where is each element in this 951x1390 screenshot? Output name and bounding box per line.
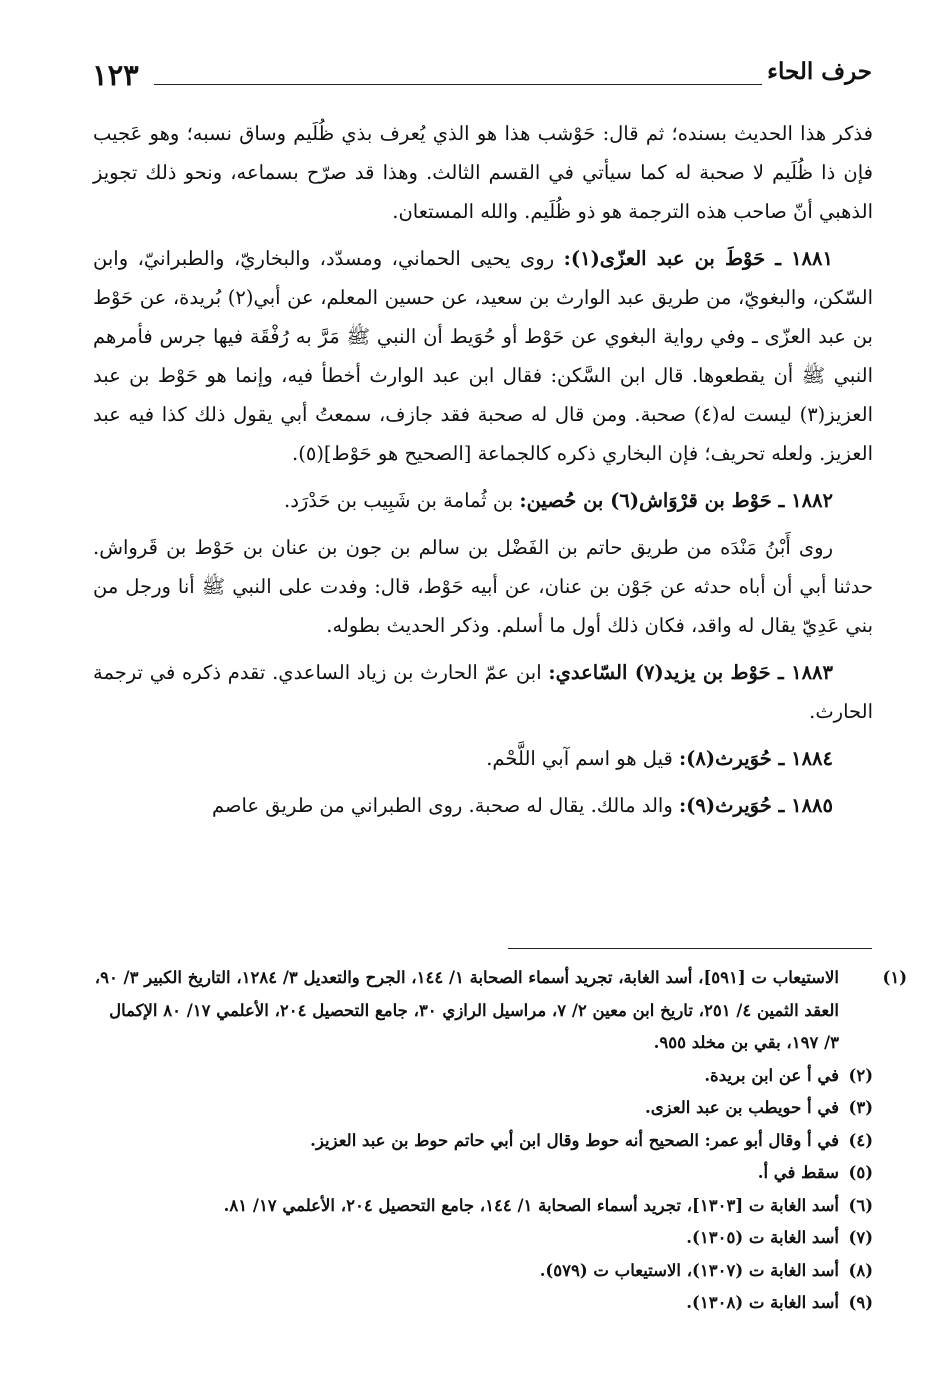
entry-text: ابن عمّ الحارث بن زياد الساعدي. تقدم ذكره في ترجمة الحارث. [93,661,873,723]
page-number: ١٢٣ [92,58,139,92]
footnote [93,1060,873,1093]
footnote [93,1222,873,1255]
entry-text: والد مالك. يقال له صحبة. روى الطبراني من طريق عاصم [211,794,679,817]
footnote-text: في أ عن ابن بريدة. [704,1065,839,1085]
footnote-number: (٩) [848,1293,873,1312]
footnote [93,1287,873,1320]
footnote [93,1255,873,1288]
entry-text: بن ثُمامة بن شَبِيب بن حَدْرَد. [284,489,520,512]
footnote-text: أسد الغابة ت (١٣٠٨). [686,1293,839,1312]
footnote-number: (٨) [848,1260,873,1280]
footnote-number: (١) [882,968,907,987]
footnote-number: (٥) [848,1163,873,1182]
footnote-number: (٧) [848,1228,873,1247]
main-text [93,114,873,833]
footnote [93,1125,873,1158]
footnote [93,1157,873,1190]
entry-1885 [93,786,873,825]
footnote-rule [508,948,872,949]
page-header [92,58,872,98]
footnote-text: أسد الغابة ت [١٣٠٣]، تجريد أسماء الصحابة ١/ ١٤٤، جامع التحصيل ٢٠٤، الأعلمي ١٧/ ٨١. [223,1195,839,1215]
footnote-number: (٢) [848,1065,873,1085]
entry-heading: ١٨٨٥ ـ حُوَيرث(٩): [678,794,833,817]
entry-1883 [93,653,873,731]
entry-1884 [93,739,873,778]
entry-text: قيل هو اسم آبي اللَّحْم. [486,747,679,770]
entry-1881 [93,239,873,473]
footnote [93,1190,873,1223]
footnote-number: (٣) [848,1098,873,1117]
footnote-text: سقط في أ. [757,1163,839,1182]
entry-heading: ١٨٨٤ ـ حُوَيرث(٨): [678,747,833,770]
footnote-number: (٤) [848,1130,873,1150]
footnote-text: أسد الغابة ت (١٣٠٥). [686,1228,839,1247]
paragraph: فذكر هذا الحديث بسنده؛ ثم قال: حَوْشب هذا هو الذي يُعرف بذي ظُلَيم وساق نسبه؛ وهو عَجيب فإن ذا ظُلَيم لا صحبة له كما سيأتي في القسم الثالث. وهذا قد صرّح بسماعه، ونحو ذلك تجويز الذهبي أنّ صاحب هذه الترجمة هو ذو ظُلَيم. والله المستعان. [93,122,873,223]
header-rule [154,84,762,85]
running-title: حرف الحاء [767,58,872,85]
footnote [93,962,907,1060]
entry-heading: ١٨٨١ ـ حَوْطَ بن عبد العزّى(١): [563,247,833,270]
footnote-number: (٦) [848,1195,873,1215]
footnote-text: الاستيعاب ت [٥٩١]، أسد الغابة، تجريد أسماء الصحابة ١/ ١٤٤، الجرح والتعديل ٣/ ١٢٨٤، التاريخ الكبير ٣/ ٩٠، العقد الثمين ٤/ ٢٥١، تاريخ ابن معين ٢/ ٧، مراسيل الرازي ٣٠، جامع التحصيل ٢٠٤، الأعلمي ١٧/ ٨٠ الإكمال ٣/ ١٩٧، بقي بن مخلد ٩٥٥. [94,968,839,1052]
footnote-text: في أ حويطب بن عبد العزى. [645,1098,839,1117]
entry-text: روى يحيى الحماني، ومسدّد، والبخاريّ، والطبرانيّ، وابن السّكن، والبغويّ، من طريق عبد الوارث بن سعيد، عن حسين المعلم، عن أبي(٢) بُريدة، عن حَوْط بن عبد العزّى ـ وفي رواية البغوي عن حَوْط أو حُوَيط أن النبي ﷺ مَرَّ به رُفْقَة فيها جرس فأمرهم النبي ﷺ أن يقطعوها. قال ابن السَّكن: فقال ابن عبد الوارث أخطأ فيه، وإنما هو حَوْط بن عبد العزيز(٣) ليست له(٤) صحبة. ومن قال له صحبة فقد جازف، سمعتُ أبي يقول ذلك كذا فيه عبد العزيز. ولعله تحريف؛ فإن البخاري ذكره كالجماعة [الصحيح هو حَوْط](٥). [93,247,873,465]
footnote [93,1092,873,1125]
footnotes [93,962,907,1320]
entry-1882 [93,481,873,520]
paragraph: روى أَبْنُ مَنْدَه من طريق حاتم بن الفَضْل بن سالم بن جون بن عنان بن حَوْط بن قَرواش. حدثنا أبي أن أباه حدثه عن جَوْن بن عنان، عن أبيه حَوْط، قال: وفدت على النبي ﷺ أنا ورجل من بني عَدِيّ يقال له واقد، فكان ذلك أول ما أسلم. وذكر الحديث بطوله. [93,536,873,637]
entry-heading: ١٨٨٣ ـ حَوْط بن يزيد(٧) السّاعدي: [548,661,833,684]
footnote-text: في أ وقال أبو عمر: الصحيح أنه حوط وقال ابن أبي حاتم حوط بن عبد العزيز. [310,1130,839,1150]
entry-heading: ١٨٨٢ ـ حَوْط بن قرْوَاش(٦) بن حُصين: [519,489,833,512]
footnote-text: أسد الغابة ت (١٣٠٧)، الاستيعاب ت (٥٧٩). [539,1260,839,1280]
